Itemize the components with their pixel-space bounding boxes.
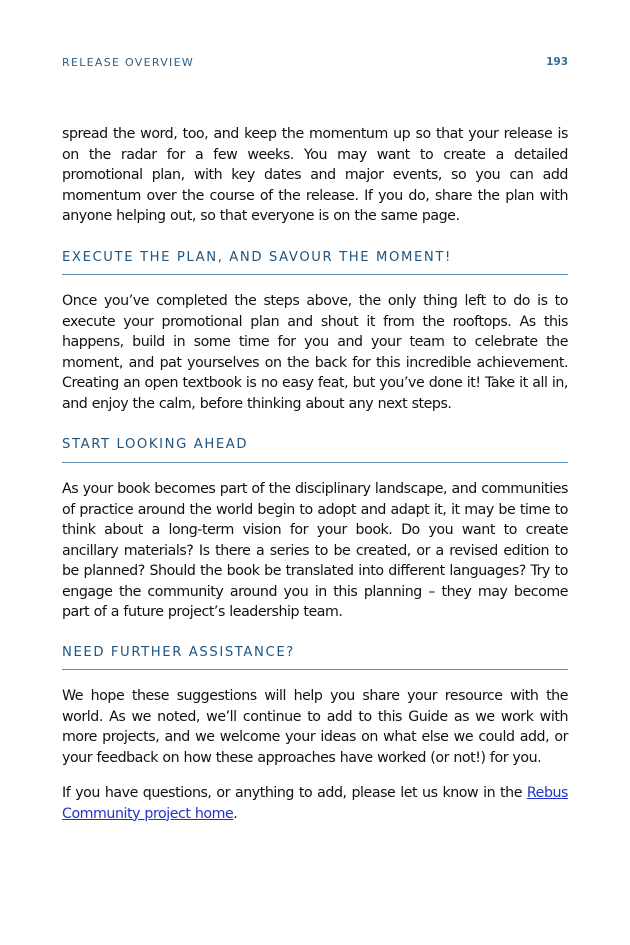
section-heading-need-assistance: NEED FURTHER ASSISTANCE? bbox=[62, 645, 295, 660]
section-paragraph-start-looking-ahead: As your book becomes part of the disciplinary landscape, and communities of practice around the world begin to adopt and adapt it, it may be time to think about a long-term vision for your book. Do you want to create ancillary materials? Is there a series to be created, or a revised edition to be planned? Should the book be translated into different languages? Try to engage the community around you in this planning – they may become part of a future project’s leadership team. bbox=[62, 481, 568, 620]
section-heading-rule bbox=[62, 669, 568, 670]
closing-paragraph bbox=[62, 783, 568, 824]
section-heading-rule bbox=[62, 274, 568, 275]
section-heading-rule bbox=[62, 462, 568, 463]
section-heading-start-looking-ahead: START LOOKING AHEAD bbox=[62, 437, 249, 452]
section-paragraph-execute-plan: Once you’ve completed the steps above, the only thing left to do is to execute your promotional plan and shout it from the rooftops. As this happens, build in some time for you and your team to celebrate the moment, and pat yourselves on the back for this incredible achievement. Creating an open textbook is no easy feat, but you’ve done it! Take it all in, and enjoy the calm, before thinking about any next steps. bbox=[62, 293, 568, 412]
page-number: 193 bbox=[546, 56, 568, 68]
closing-text: If you have questions, or anything to add, please let us know in the bbox=[62, 785, 527, 801]
section-heading-execute-plan: EXECUTE THE PLAN, AND SAVOUR THE MOMENT! bbox=[62, 250, 452, 265]
intro-paragraph: spread the word, too, and keep the momentum up so that your release is on the radar for a few weeks. You may want to create a detailed promotional plan, with key dates and major events, so you can add momentum over the course of the release. If you do, share the plan with anyone helping out, so that everyone is on the same page. bbox=[62, 126, 568, 224]
closing-period: . bbox=[233, 805, 238, 822]
section-paragraph-need-assistance: We hope these suggestions will help you share your resource with the world. As we noted, we’ll continue to add to this Guide as we work with more projects, and we welcome your ideas on what else we could add, or your feedback on how these approaches have worked (or not!) for you. bbox=[62, 688, 568, 766]
running-title: RELEASE OVERVIEW bbox=[62, 56, 195, 69]
rebus-community-link[interactable]: Rebus Community project home bbox=[62, 785, 568, 822]
running-header bbox=[62, 56, 568, 72]
